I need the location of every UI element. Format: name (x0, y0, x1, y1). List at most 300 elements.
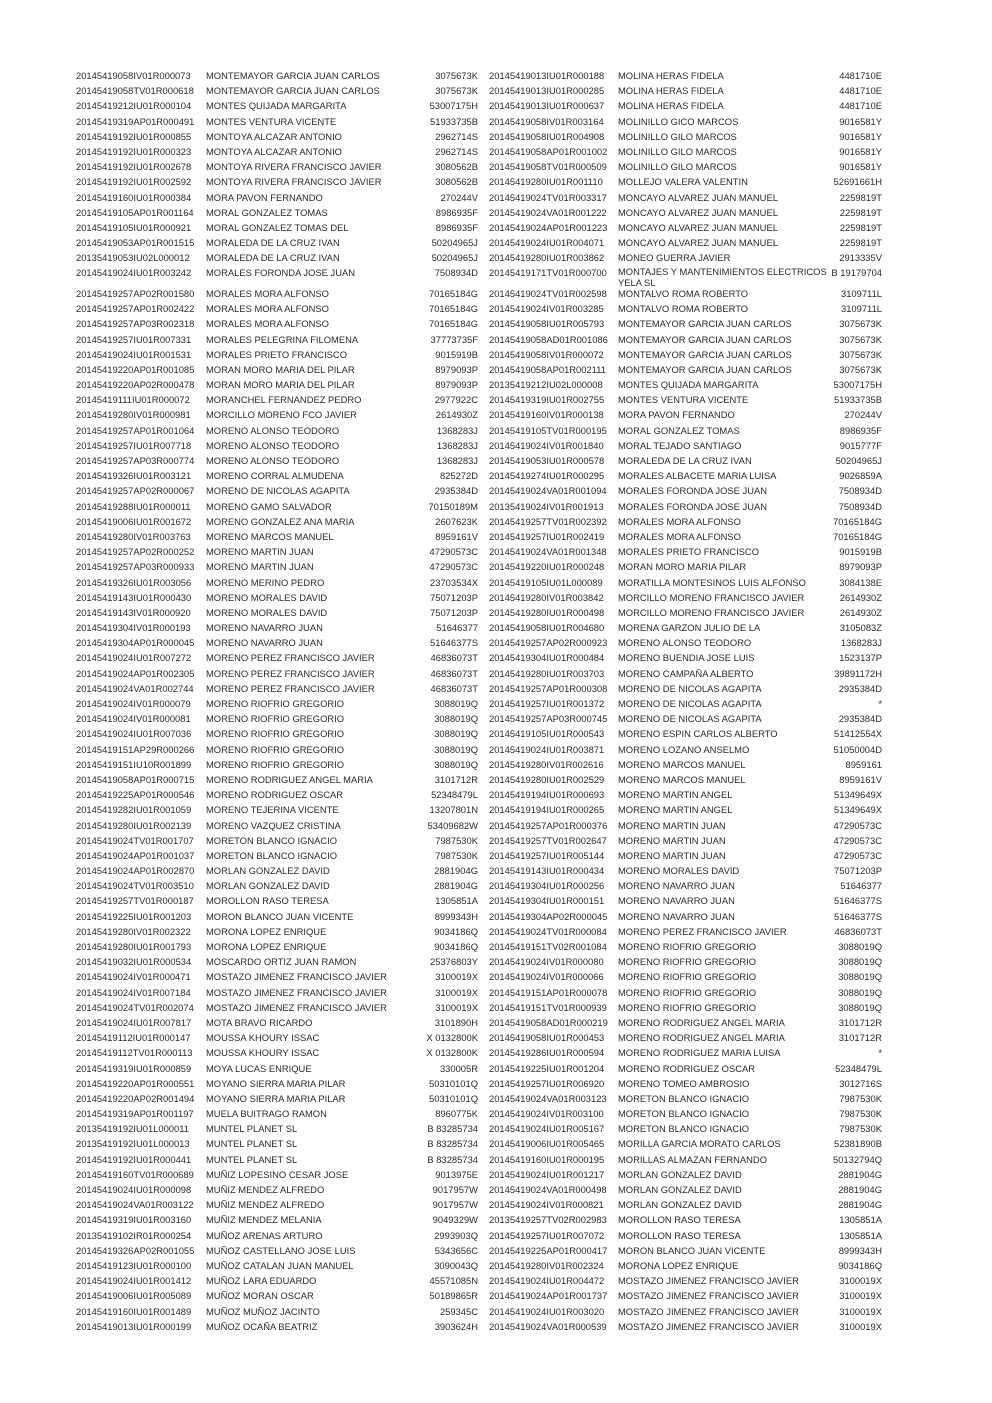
tax-id: 3075673K (435, 85, 478, 97)
table-row (489, 394, 904, 409)
taxpayer-name: MORENA GARZON JULIO DE LA (618, 622, 761, 634)
tax-id: 37773735F (430, 333, 478, 345)
taxpayer-name: MUNTEL PLANET SL (206, 1138, 298, 1150)
tax-id: 3090043Q (434, 1259, 478, 1271)
table-row (489, 789, 904, 804)
record-code: 20145419024VA01R001094 (489, 485, 607, 497)
record-code: 20145419024IV01R003285 (489, 303, 604, 315)
tax-id: * (878, 1047, 882, 1059)
table-row (76, 1230, 478, 1245)
table-row (489, 116, 904, 131)
right-column (489, 70, 904, 1336)
taxpayer-name: MOYANO SIERRA MARIA PILAR (206, 1077, 346, 1089)
table-row (489, 425, 904, 440)
taxpayer-name: MORALES MORA ALFONSO (618, 530, 741, 542)
tax-id: 50189865R (429, 1290, 478, 1302)
taxpayer-name: MORONA LOPEZ ENRIQUE (206, 925, 327, 937)
taxpayer-name: MORENO MARTIN ANGEL (618, 804, 733, 816)
tax-id: 9034186Q (838, 1259, 882, 1271)
record-code: 20145419280IU01R002139 (76, 819, 192, 831)
tax-id: B 83285734 (427, 1153, 478, 1165)
record-code: 20145419024IU01R001412 (76, 1275, 192, 1287)
record-code: 20145419058IU01R004908 (489, 130, 605, 142)
tax-id: 9034186Q (434, 925, 478, 937)
tax-id: 3109711L (840, 303, 882, 315)
taxpayer-name: MORENO MORALES DAVID (206, 606, 328, 618)
record-code: 20145419319AP01R000491 (76, 115, 195, 127)
taxpayer-name: MORENO RIOFRIO GREGORIO (206, 698, 345, 709)
taxpayer-name: MUÑIZ LOPESINO CESAR JOSE (206, 1168, 349, 1180)
taxpayer-name: MORALES FORONDA JOSE JUAN (206, 267, 355, 279)
table-row (76, 1290, 478, 1305)
tax-id: 51933735B (834, 394, 882, 406)
record-code: 20145419257AP02R000252 (76, 546, 195, 558)
taxpayer-name: MORENO RODRIGUEZ ANGEL MARIA (206, 773, 373, 785)
taxpayer-name: MORILLA GARCIA MORATO CARLOS (618, 1138, 781, 1150)
record-code: 20145419257AP01R001064 (76, 424, 195, 436)
left-column (76, 70, 478, 1336)
record-code: 20145419151AP01R000078 (489, 986, 608, 998)
table-row (76, 1275, 478, 1290)
taxpayer-name: MORENO RIOFRIO GREGORIO (206, 713, 345, 725)
taxpayer-name: MORENO ALONSO TEODORO (206, 424, 340, 436)
taxpayer-name: MORENO GONZALEZ ANA MARIA (206, 515, 355, 527)
record-code: 20145419304IU01R000256 (489, 880, 605, 892)
taxpayer-name: MORENO MARTIN JUAN (618, 849, 726, 861)
table-row (489, 744, 904, 759)
table-row (489, 349, 904, 364)
tax-id: * (878, 698, 882, 709)
tax-id: 50310101Q (428, 1077, 478, 1089)
table-row (489, 176, 904, 191)
tax-id: 3075673K (435, 70, 478, 81)
table-row (76, 146, 478, 161)
table-row (489, 85, 904, 100)
taxpayer-name: MORENO DE NICOLAS AGAPITA (618, 713, 762, 725)
record-code: 20145419151AP29R000266 (76, 743, 195, 755)
table-row (76, 1306, 478, 1321)
tax-id: 51933735B (430, 115, 478, 127)
table-row (489, 1214, 904, 1229)
taxpayer-name: MOSTAZO JIMENEZ FRANCISCO JAVIER (618, 1290, 799, 1302)
table-row (489, 1154, 904, 1169)
taxpayer-name: MOSTAZO JIMENEZ FRANCISCO JAVIER (206, 1001, 387, 1013)
tax-id: 1368283J (436, 455, 478, 466)
taxpayer-name: MORILLAS ALMAZAN FERNANDO (618, 1153, 767, 1165)
record-code: 20145419024IV01R003100 (489, 1108, 604, 1120)
tax-id: 5343656C (434, 1244, 478, 1256)
taxpayer-name: MORCILLO MORENO FCO JAVIER (206, 409, 357, 421)
tax-id: 3100019X (435, 971, 478, 983)
record-code: 20145419024IV01R000471 (76, 971, 191, 983)
record-code: 20145419257AP03R002318 (76, 318, 195, 330)
record-code: 20145419257IU01R007718 (76, 439, 192, 451)
record-code: 20145419024IU01R003242 (76, 267, 192, 279)
table-row (76, 592, 478, 607)
taxpayer-name: MONTOYA RIVERA FRANCISCO JAVIER (206, 161, 382, 173)
table-row (76, 1002, 478, 1017)
record-code: 20145419013IU01R000637 (489, 100, 605, 112)
taxpayer-name: MORENO PEREZ FRANCISCO JAVIER (206, 652, 375, 664)
record-code: 20145419257AP02R000067 (76, 485, 195, 497)
tax-id: 7508934D (838, 500, 882, 512)
tax-id: 52348479L (835, 1062, 882, 1074)
record-code: 20145419192IU01R000323 (76, 145, 192, 157)
tax-id: 7987530K (839, 1092, 882, 1104)
table-row (489, 850, 904, 865)
record-code: 20145419160IU01R001489 (76, 1305, 192, 1317)
table-row (76, 1260, 478, 1275)
tax-id: 3088019Q (838, 941, 882, 952)
taxpayer-name: MORLAN GONZALEZ DAVID (206, 865, 330, 877)
table-row (76, 804, 478, 819)
taxpayer-name: MOROLLON RASO TERESA (206, 895, 329, 907)
table-row (76, 1138, 478, 1153)
taxpayer-name: MORENO TEJERINA VICENTE (206, 804, 339, 816)
tax-id: 4481710E (839, 70, 882, 81)
tax-id: 75071203P (834, 865, 882, 877)
taxpayer-name: MONTEMAYOR GARCIA JUAN CARLOS (618, 333, 792, 345)
taxpayer-name: MOSTAZO JIMENEZ FRANCISCO JAVIER (206, 986, 387, 998)
table-row (76, 683, 478, 698)
taxpayer-name: MONCAYO ALVAREZ JUAN MANUEL (618, 206, 778, 218)
tax-id: 3100019X (839, 1290, 882, 1302)
taxpayer-name: MUÑIZ MENDEZ ALFREDO (206, 1184, 325, 1195)
taxpayer-name: MORENO RODRIGUEZ MARIA LUISA (618, 1047, 781, 1059)
table-row (76, 176, 478, 191)
table-row (76, 637, 478, 652)
record-code: 20145419024AP01R002870 (76, 865, 195, 877)
table-row (489, 192, 904, 207)
taxpayer-name: MORENO RIOFRIO GREGORIO (206, 758, 345, 770)
record-code: 20145419257AP01R000376 (489, 819, 608, 831)
tax-id: 47290573C (833, 834, 882, 846)
tax-id: 3101712R (434, 773, 478, 785)
taxpayer-name: MOLINILLO GICO MARCOS (618, 115, 739, 127)
taxpayer-name: MONTEMAYOR GARCIA JUAN CARLOS (618, 318, 792, 330)
tax-id: 2607623K (435, 515, 478, 527)
record-code: 20145419024TV01R003510 (76, 880, 194, 892)
record-code: 20145419257TV01R002647 (489, 834, 607, 846)
table-row (76, 668, 478, 683)
taxpayer-name: MORETON BLANCO IGNACIO (206, 849, 338, 861)
tax-id: 825272D (439, 470, 478, 482)
tax-id: 53409682W (427, 819, 478, 831)
table-row (489, 941, 904, 956)
tax-id: 1523137P (839, 652, 882, 664)
taxpayer-name: MOYANO SIERRA MARIA PILAR (206, 1092, 346, 1104)
taxpayer-name: MONTES QUIJADA MARGARITA (618, 379, 759, 391)
record-code: 20145419024IU01R004071 (489, 237, 605, 249)
taxpayer-name: MORENO CAMPAÑA ALBERTO (618, 667, 754, 679)
table-row (489, 971, 904, 986)
table-row (76, 713, 478, 728)
tax-id: 46836073T (834, 925, 882, 937)
table-row (76, 470, 478, 485)
table-row (76, 425, 478, 440)
taxpayer-name: MOUSSA KHOURY ISSAC (206, 1047, 320, 1059)
tax-id: 3075673K (839, 318, 882, 330)
record-code: 20145419319AP01R001197 (76, 1108, 194, 1120)
table-row (76, 267, 478, 288)
record-code: 20145419257AP02R001580 (76, 287, 195, 299)
table-row (76, 728, 478, 743)
tax-id: 330005R (439, 1062, 478, 1074)
taxpayer-name: MORENO RIOFRIO GREGORIO (618, 1001, 757, 1013)
taxpayer-name: MONTES VENTURA VICENTE (618, 394, 749, 406)
table-row (76, 971, 478, 986)
taxpayer-name: MORENO GAMO SALVADOR (206, 500, 332, 512)
table-row (76, 131, 478, 146)
taxpayer-name: MORATILLA MONTESINOS LUIS ALFONSO (618, 576, 806, 588)
record-code: 20145419024IV01R000066 (489, 971, 604, 983)
tax-id: B 83285734 (427, 1123, 478, 1135)
record-code: 20145419280IU01R002529 (489, 773, 605, 785)
taxpayer-name: MORENO PEREZ FRANCISCO JAVIER (618, 925, 787, 937)
record-code: 20145419024IU01R003020 (489, 1305, 605, 1317)
taxpayer-name: MORENO BUENDIA JOSE LUIS (618, 652, 755, 664)
table-row (489, 207, 904, 222)
taxpayer-name: MORENO MARTIN JUAN (618, 819, 726, 831)
record-code: 20145419282IU01R001059 (76, 804, 192, 816)
record-code: 20145419192IU01R000441 (76, 1153, 192, 1165)
tax-id: 1305851A (839, 1229, 882, 1241)
tax-id: 9016581Y (839, 161, 882, 173)
tax-id: 50132794Q (832, 1153, 882, 1165)
tax-id: 2962714S (435, 145, 478, 157)
record-code: 20145419257IU01R001372 (489, 698, 605, 709)
taxpayer-name: MOLINA HERAS FIDELA (618, 100, 724, 112)
table-row (489, 161, 904, 176)
record-code: 20145419286IU01R000594 (489, 1047, 605, 1059)
table-row (489, 1063, 904, 1078)
taxpayer-name: MONTOYA ALCAZAR ANTONIO (206, 145, 342, 157)
tax-id: 1305851A (839, 1214, 882, 1226)
tax-id: 3100019X (435, 986, 478, 998)
record-code: 20145419220AP02R001494 (76, 1092, 195, 1104)
tax-id: 51646377 (840, 880, 882, 892)
record-code: 20145419058IV01R000072 (489, 348, 604, 360)
table-row (76, 116, 478, 131)
taxpayer-name: MORETON BLANCO IGNACIO (618, 1092, 750, 1104)
table-row (76, 501, 478, 516)
record-code: 20145419024IV01R001840 (489, 439, 604, 451)
tax-id: 7987530K (839, 1123, 882, 1135)
taxpayer-name: MOTA BRAVO RICARDO (206, 1016, 313, 1028)
taxpayer-name: MORENO ESPIN CARLOS ALBERTO (618, 728, 778, 740)
tax-id: 3088019Q (434, 713, 478, 725)
table-row (489, 637, 904, 652)
tax-id: 3075673K (839, 348, 882, 360)
record-code: 20145419024VA01R000539 (489, 1320, 607, 1332)
table-row (489, 759, 904, 774)
taxpayer-name: MONTES QUIJADA MARGARITA (206, 100, 347, 112)
table-row (76, 85, 478, 100)
taxpayer-name: MOSCARDO ORTIZ JUAN RAMON (206, 956, 357, 968)
tax-id: 1368283J (436, 424, 478, 436)
record-code: 20145419257AP01R002422 (76, 303, 195, 315)
table-row (76, 288, 478, 303)
record-code: 20145419160IU01R000195 (489, 1153, 605, 1165)
taxpayer-name: MORETON BLANCO IGNACIO (618, 1123, 750, 1135)
taxpayer-name: MOSTAZO JIMENEZ FRANCISCO JAVIER (618, 1305, 799, 1317)
tax-id: 9026859A (839, 470, 882, 482)
table-row (489, 652, 904, 667)
taxpayer-name: MONCAYO ALVAREZ JUAN MANUEL (618, 237, 778, 249)
record-code: 20145419053AP01R001515 (76, 237, 195, 249)
table-row (489, 926, 904, 941)
tax-id: 9017957W (432, 1184, 478, 1195)
table-row (76, 941, 478, 956)
tax-id: 1368283J (840, 637, 882, 649)
record-code: 20145419319IU01R003160 (76, 1214, 192, 1226)
taxpayer-name: MORAL TEJADO SANTIAGO (618, 439, 742, 451)
tax-id: 2881904G (434, 865, 478, 877)
taxpayer-name: MORENO TOMEO AMBROSIO (618, 1077, 750, 1089)
table-row (489, 1032, 904, 1047)
record-code: 20145419280IV01R003842 (489, 591, 604, 603)
tax-id: 3100019X (839, 1305, 882, 1317)
record-code: 20145419006IU01R005089 (76, 1290, 192, 1302)
tax-id: 3088019Q (434, 758, 478, 770)
table-row (489, 318, 904, 333)
tax-id: 47290573C (833, 819, 882, 831)
record-code: 20145419024IU01R007036 (76, 728, 192, 740)
tax-id: 4481710E (839, 85, 882, 97)
record-code: 20145419257AP03R000933 (76, 561, 195, 573)
record-code: 20145419319IU01R002755 (489, 394, 605, 406)
record-code: 20145419160TV01R000689 (76, 1168, 194, 1180)
table-row (489, 728, 904, 743)
tax-id: 2935384D (838, 713, 882, 725)
taxpayer-name: MUÑOZ ARENAS ARTURO (206, 1229, 323, 1241)
taxpayer-name: MORENO MARTIN JUAN (618, 834, 726, 846)
tax-id: 2259819T (839, 206, 882, 218)
record-code: 20145419105IU01R000921 (76, 221, 192, 233)
taxpayer-name: MOLLEJO VALERA VALENTIN (618, 176, 748, 188)
tax-id: 2881904G (838, 1184, 882, 1195)
tax-id: 3903624H (434, 1320, 478, 1332)
record-code: 20145419024VA01R001222 (489, 206, 607, 218)
tax-id: 25376803Y (430, 956, 478, 968)
tax-id: 70165184G (428, 303, 478, 315)
taxpayer-name: MORENO RODRIGUEZ OSCAR (206, 789, 343, 801)
table-row (76, 516, 478, 531)
tax-id: 3088019Q (434, 728, 478, 740)
tax-id: 8979093P (435, 363, 478, 375)
record-code: 20145419225AP01R000546 (76, 789, 195, 801)
tax-id: 4481710E (839, 100, 882, 112)
record-code: 20145419032IU01R000534 (76, 956, 192, 968)
taxpayer-name: MORENO NAVARRO JUAN (206, 637, 323, 649)
taxpayer-name: MORENO RODRIGUEZ ANGEL MARIA (618, 1016, 785, 1028)
tax-id: 7508934D (434, 267, 478, 279)
tax-id: 3088019Q (838, 971, 882, 983)
table-row (489, 1199, 904, 1214)
table-row (76, 1047, 478, 1062)
table-row (489, 100, 904, 115)
table-row (76, 161, 478, 176)
tax-id: B 83285734 (427, 1138, 478, 1150)
table-row (76, 455, 478, 470)
table-row (76, 379, 478, 394)
table-row (76, 759, 478, 774)
table-row (76, 485, 478, 500)
tax-id: 8979093P (839, 561, 882, 573)
tax-id: 2614930Z (435, 409, 478, 421)
record-code: 20135419024IV01R001913 (489, 500, 604, 512)
table-row (76, 895, 478, 910)
record-code: 20145419192IU01R000855 (76, 130, 192, 142)
taxpayer-name: MONTAJES Y MANTENIMIENTOS ELECTRICOS YELA SL (618, 267, 827, 288)
table-row (76, 987, 478, 1002)
table-row (76, 334, 478, 349)
taxpayer-name: MORENO RODRIGUEZ ANGEL MARIA (618, 1032, 785, 1044)
tax-id: 2913335V (839, 252, 882, 264)
table-row (489, 222, 904, 237)
taxpayer-name: MONTES VENTURA VICENTE (206, 115, 337, 127)
taxpayer-name: MORENO NAVARRO JUAN (206, 622, 323, 634)
table-row (489, 1123, 904, 1138)
table-row (489, 804, 904, 819)
taxpayer-name: MORENO ALONSO TEODORO (206, 455, 340, 466)
taxpayer-name: MONTEMAYOR GARCIA JUAN CARLOS (618, 348, 792, 360)
taxpayer-name: MORALES MORA ALFONSO (618, 515, 741, 527)
taxpayer-name: MORENO MARTIN ANGEL (618, 789, 733, 801)
record-code: 20145419257IU01R005144 (489, 849, 605, 861)
table-row (489, 1184, 904, 1199)
record-code: 20145419013IU01R000285 (489, 85, 605, 97)
record-code: 20145419024IV01R000079 (76, 698, 191, 709)
record-code: 20145419171TV01R000700 (489, 267, 607, 279)
taxpayer-name: MUNTEL PLANET SL (206, 1153, 298, 1165)
tax-id: 52348479L (431, 789, 478, 801)
tax-id: 9049329W (432, 1214, 478, 1226)
taxpayer-name: MONTEMAYOR GARCIA JUAN CARLOS (618, 363, 792, 375)
table-row (76, 364, 478, 379)
tax-id: 2259819T (839, 237, 882, 249)
table-row (489, 1321, 904, 1336)
tax-id: 3100019X (435, 1001, 478, 1013)
record-code: 20145419058IU01R005793 (489, 318, 605, 330)
record-code: 20145419024IU01R007817 (76, 1016, 192, 1028)
taxpayer-name: MORAN MORO MARIA PILAR (618, 561, 747, 573)
taxpayer-name: MORALEDA DE LA CRUZ IVAN (206, 237, 340, 249)
table-row (489, 1169, 904, 1184)
table-row (76, 926, 478, 941)
tax-id: 3088019Q (434, 698, 478, 709)
taxpayer-name: MOUSSA KHOURY ISSAC (206, 1032, 320, 1044)
taxpayer-name: MORENO RIOFRIO GREGORIO (618, 986, 757, 998)
tax-id: 3088019Q (434, 743, 478, 755)
tax-id: 50204965J (431, 252, 478, 264)
record-code: 20145419058TV01R000618 (76, 85, 194, 97)
table-row (489, 683, 904, 698)
taxpayer-name: MUNTEL PLANET SL (206, 1123, 298, 1135)
table-row (489, 1017, 904, 1032)
table-row (489, 485, 904, 500)
table-row (489, 267, 904, 288)
table-row (76, 744, 478, 759)
record-code: 20145419257AP01R000308 (489, 682, 608, 694)
tax-id: 3088019Q (838, 1001, 882, 1013)
record-code: 20145419024VA01R000498 (489, 1184, 607, 1195)
taxpayer-name: MORENO PEREZ FRANCISCO JAVIER (206, 682, 375, 694)
taxpayer-name: MUELA BUITRAGO RAMON (206, 1108, 327, 1120)
table-row (489, 252, 904, 267)
record-code: 20145419220AP01R001085 (76, 363, 195, 375)
taxpayer-name: MORAL GONZALEZ TOMAS DEL (206, 221, 349, 233)
